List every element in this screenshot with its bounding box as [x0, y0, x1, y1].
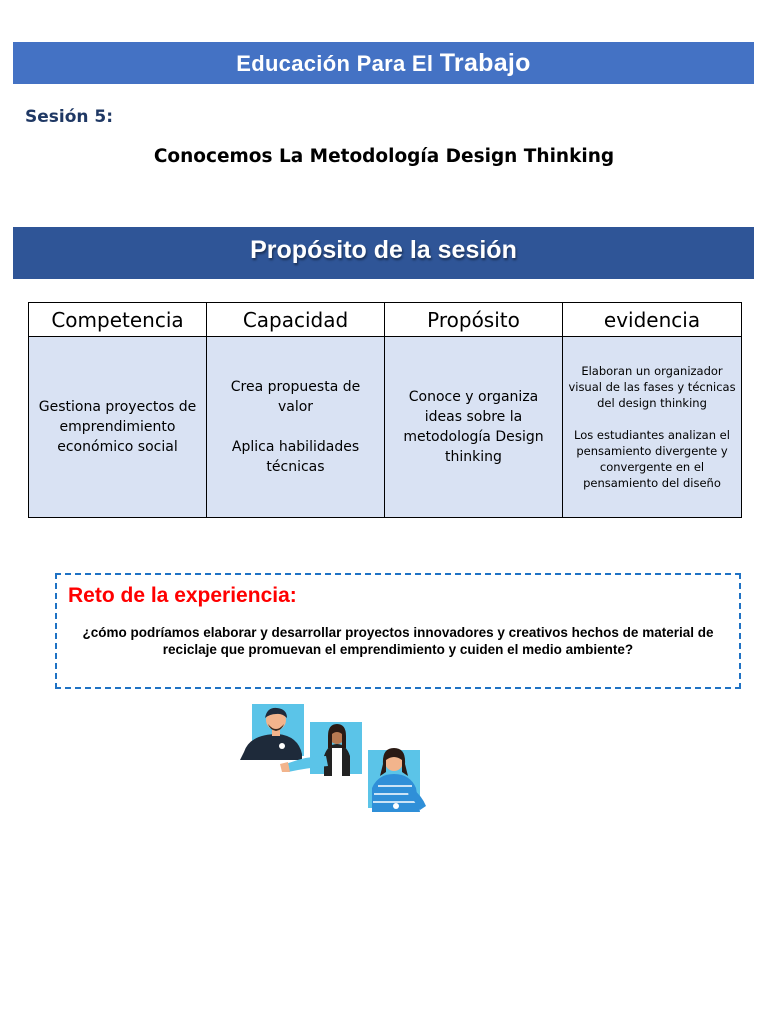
challenge-title: Reto de la experiencia:	[68, 584, 297, 607]
session-label: Sesión 5:	[25, 107, 114, 127]
header-title-part1: Educación Para El	[236, 51, 434, 76]
evidencia-item-1: Elaboran un organizador visual de las fases y técnicas del design thinking	[568, 364, 736, 410]
header-competencia: Competencia	[29, 303, 207, 337]
header-capacidad: Capacidad	[207, 303, 385, 337]
cell-capacidad	[207, 337, 385, 518]
cell-evidencia	[563, 337, 742, 518]
header-evidencia: evidencia	[563, 303, 742, 337]
challenge-question: ¿cómo podríamos elaborar y desarrollar proyectos innovadores y creativos hechos de material de reciclaje que promuevan el emprendimiento y cuiden el medio ambiente?	[82, 625, 714, 657]
competencia-text: Gestiona proyectos de emprendimiento económico social	[38, 399, 197, 455]
evidencia-item-2: Los estudiantes analizan el pensamiento divergente y convergente en el pensamiento del diseño	[574, 428, 730, 490]
header-proposito: Propósito	[385, 303, 563, 337]
table-row	[29, 337, 742, 518]
challenge-box	[55, 573, 741, 689]
competency-table	[28, 302, 742, 518]
cell-proposito	[385, 337, 563, 518]
cell-competencia	[29, 337, 207, 518]
session-title: Conocemos La Metodología Design Thinking	[153, 146, 615, 167]
capacidad-item-2: Aplica habilidades técnicas	[231, 439, 360, 475]
video-call-people-icon	[236, 704, 432, 816]
header-title-part2: Trabajo	[439, 49, 531, 77]
capacidad-item-1: Crea propuesta de valor	[230, 379, 361, 415]
proposito-text: Conoce y organiza ideas sobre la metodología Design thinking	[403, 389, 544, 465]
purpose-banner: Propósito de la sesión	[13, 227, 754, 279]
table-header-row	[29, 303, 742, 337]
header-banner	[13, 42, 754, 84]
